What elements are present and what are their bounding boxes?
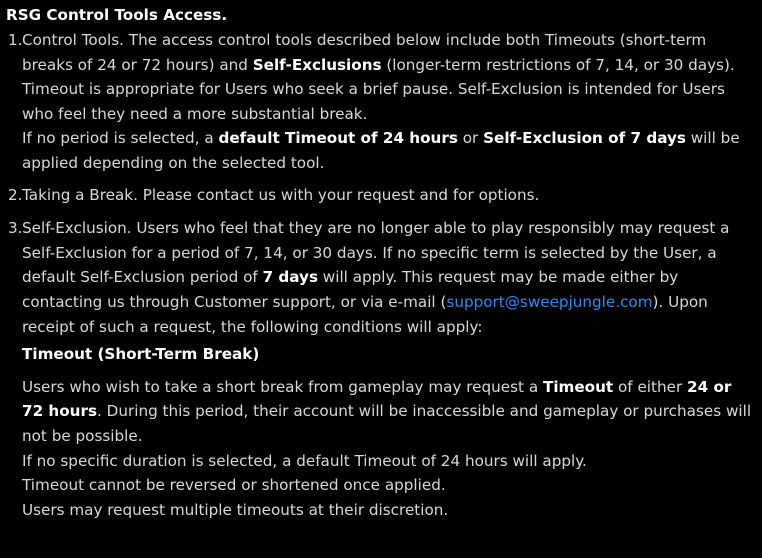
title-text: RSG Control Tools Access [6, 6, 222, 24]
section-taking-a-break-paragraph: Taking a Break. Please contact us with your request and for options. [22, 185, 540, 204]
text-run: of either [613, 377, 688, 396]
timeout-heading: Timeout (Short-Term Break) [22, 345, 260, 364]
emphasis-7-days: 7 days [262, 268, 318, 287]
subsection-spacer [22, 367, 756, 375]
emphasis-default-self-exclusion: Self-Exclusion of 7 days [483, 129, 686, 148]
section-control-tools-default-note [22, 126, 756, 175]
section-number: 1. [8, 31, 23, 49]
text-run: Control Tools. The access control tools described below include both Timeouts (short-term breaks of 24 or 72 hours) and [22, 31, 707, 74]
timeout-multiple-line: Users may request multiple timeouts at their discretion. [22, 500, 449, 519]
emphasis-timeout: Timeout [542, 377, 614, 396]
emphasis-default-timeout: default Timeout of 24 hours [218, 129, 458, 148]
text-run: If no period is selected, a [22, 129, 219, 148]
timeout-irreversible-line: Timeout cannot be reversed or shortened once applied. [22, 476, 446, 495]
timeout-paragraph [22, 375, 756, 449]
section-self-exclusion [6, 216, 756, 339]
document-title [6, 3, 756, 27]
support-email-link[interactable]: support@sweepjungle.com [446, 292, 653, 311]
section-self-exclusion-paragraph [22, 216, 756, 339]
section-spacer [6, 207, 756, 216]
text-run: or [457, 129, 484, 148]
text-run: . During this period, their account will be inaccessible and gameplay or purchases will not be possible. [22, 402, 752, 445]
text-run: will be applied depending on the selected tool. [22, 129, 740, 172]
text-run: Self-Exclusion. Users who feel that they are no longer able to play responsibly may request a Self-Exclusion for a period of 7, 14, or 30 days. If no specific term is selected by the User, a default Self-Exclusion period of [22, 219, 730, 287]
section-control-tools-paragraph [22, 28, 756, 126]
title-period: . [221, 6, 228, 24]
section-spacer [6, 176, 756, 183]
timeout-subsection [6, 342, 756, 522]
section-number: 3. [8, 219, 23, 238]
text-run: will apply. This request may be made either by contacting us through Customer support, or via e-mail ( [22, 268, 679, 311]
timeout-default-line: If no specific duration is selected, a default Timeout of 24 hours will apply. [22, 451, 587, 470]
text-run: ). Upon receipt of such a request, the following conditions will apply: [22, 292, 708, 336]
section-number: 2. [8, 185, 23, 204]
text-run: (longer-term restrictions of 7, 14, or 30 days). Timeout is appropriate for Users who seek a brief pause. Self-Exclusion is intended for Users who feel they need a more substantial break. [22, 55, 735, 123]
sections-list [6, 28, 756, 339]
emphasis-24-or-72-hours: 24 or 72 hours [22, 377, 732, 421]
text-run: Users who wish to take a short break from gameplay may request a [22, 377, 543, 396]
section-taking-a-break [6, 183, 756, 208]
section-control-tools [6, 28, 756, 176]
emphasis-self-exclusions: Self-Exclusions [252, 55, 382, 74]
